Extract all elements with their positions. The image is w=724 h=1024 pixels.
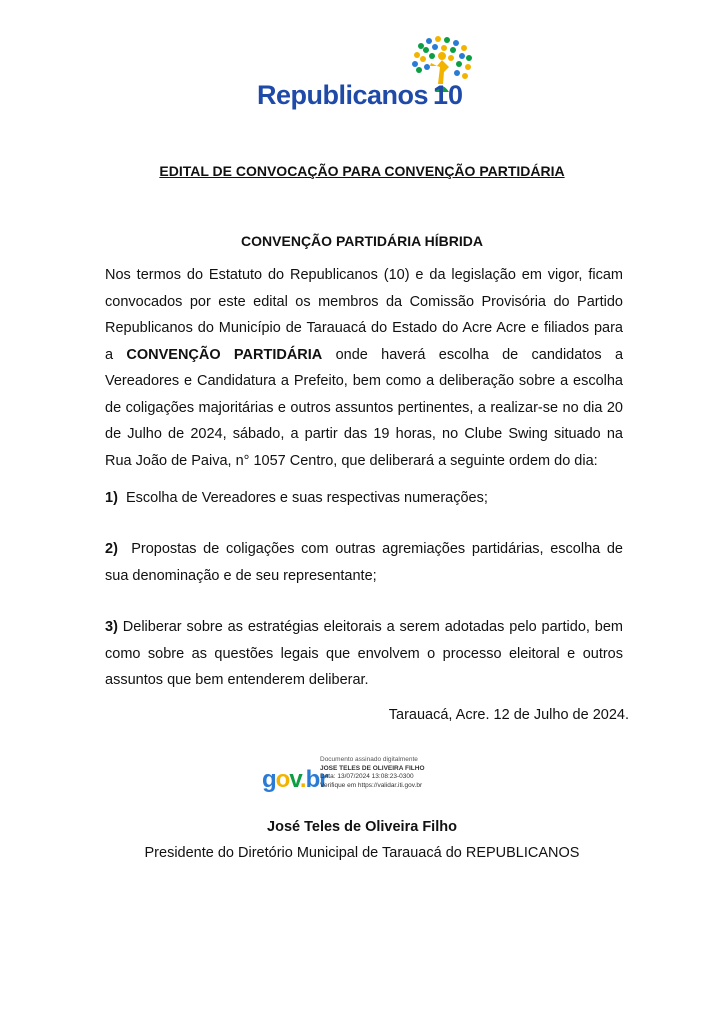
signature-verify-link: Verifique em https://validar.iti.gov.br (320, 781, 423, 789)
signature-date: Data: 13/07/2024 13:08:23-0300 (320, 773, 414, 780)
logo-wordmark: Republicanos (257, 80, 429, 110)
republicanos-logo (257, 36, 479, 108)
document-heading: EDITAL DE CONVOCAÇÃO PARA CONVENÇÃO PARTIDÁRIA (159, 163, 565, 179)
agenda-item-3 (105, 614, 623, 694)
signature-details (320, 756, 425, 790)
agenda-item-number: 3) (105, 619, 118, 635)
agenda-item-text: Deliberar sobre as estratégias eleitorais a serem adotadas pelo partido, bem como sobre as questões legais que envolvem o processo eleitoral e outros assuntos que bem entenderem deliberar. (105, 619, 624, 688)
agenda-item-2 (105, 536, 623, 589)
agenda-item-number: 2) (105, 541, 118, 557)
agenda-item-text: Escolha de Vereadores e suas respectivas numerações; (125, 490, 488, 506)
document-subheading: CONVENÇÃO PARTIDÁRIA HÍBRIDA (241, 233, 483, 249)
digital-signature-stamp (262, 756, 462, 802)
signature-header: Documento assinado digitalmente (320, 756, 418, 763)
agenda-item-text: Propostas de coligações com outras agremiações partidárias, escolha de sua denominação e de seu representante; (105, 541, 623, 584)
body-text-2: onde haverá escolha de candidatos a Vereadores e Candidatura a Prefeito, bem como a deliberação sobre a escolha de coligações majoritárias e outros assuntos pertinentes, a realizar-se no dia 20 de Julho de 2024, sábado, a partir das 19 horas, no Clube Swing situado na Rua João de Paiva, n° 1057 Centro, que deliberará a seguinte ordem do dia: (105, 346, 624, 469)
body-paragraph (105, 262, 623, 474)
agenda-item-number: 1) (105, 490, 118, 506)
signer-name: José Teles de Oliveira Filho (267, 819, 457, 835)
signer-role: Presidente do Diretório Municipal de Tarauacá do REPUBLICANOS (144, 845, 580, 861)
logo-number: 10 (433, 80, 464, 110)
agenda-item-1 (105, 485, 623, 512)
govbr-logo: gov.br (262, 766, 328, 793)
date-line: Tarauacá, Acre. 12 de Julho de 2024. (388, 707, 629, 723)
body-bold-text: CONVENÇÃO PARTIDÁRIA (126, 346, 323, 363)
signature-name: JOSE TELES DE OLIVEIRA FILHO (320, 764, 425, 772)
body-text-1: Nos termos do Estatuto do Republicanos (10) e da legislação em vigor, ficam convocados por este edital os membros da Comissão Provisória do Partido Republicanos do Município de Tarauacá do Estado do Acre Acre e filiados para a (105, 267, 623, 363)
